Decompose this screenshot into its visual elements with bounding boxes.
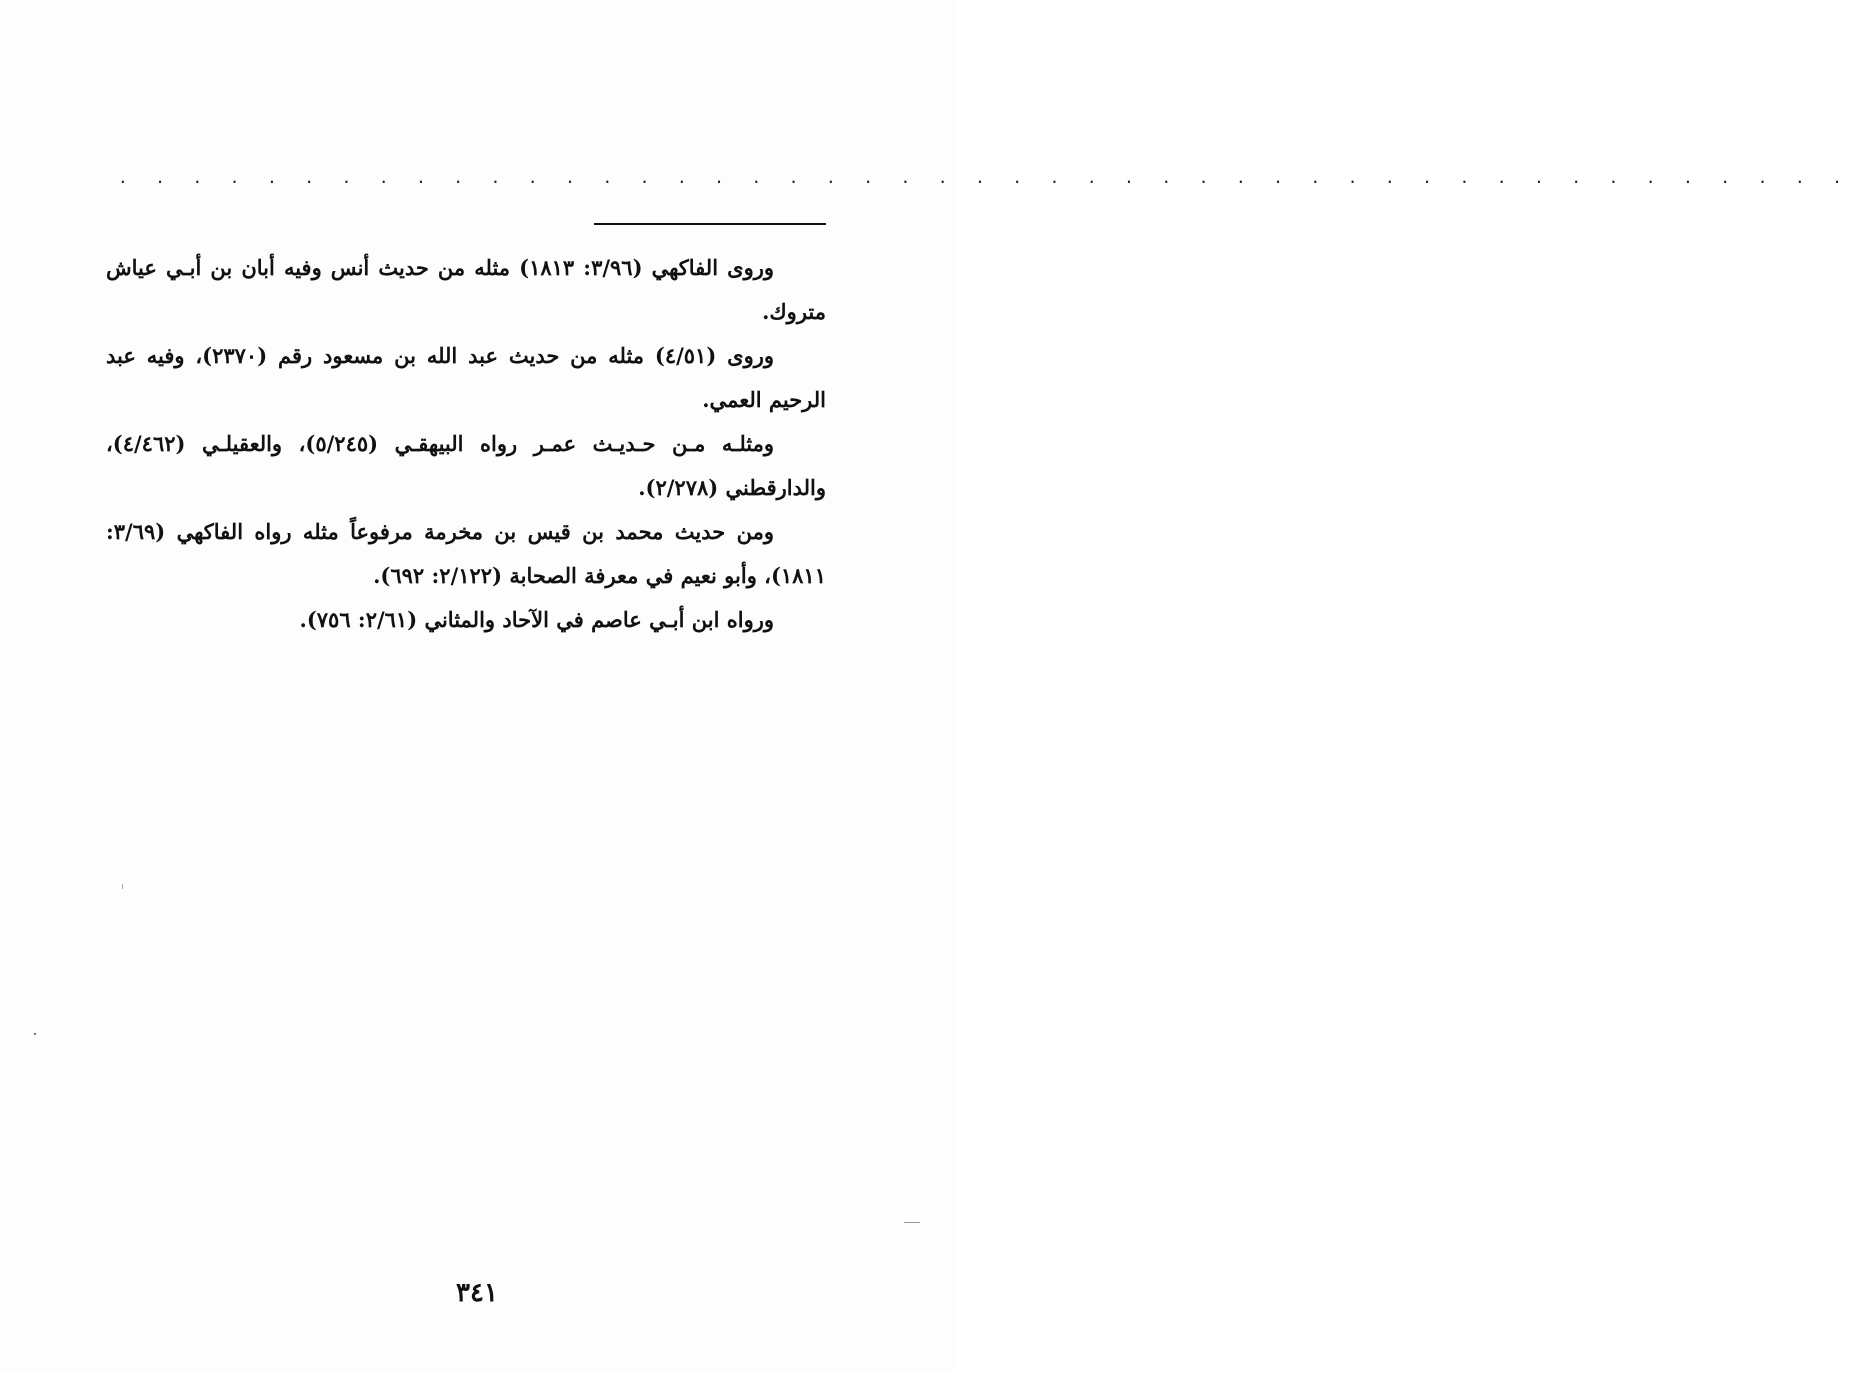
footnote-paragraph: ومن حديث محمد بن قيس بن مخرمة مرفوعاً مثله رواه الفاكهي (٣/٦٩: ١٨١١)، وأبو نعيم في معرفة الصحابة (٢/١٢٢: ٦٩٢). (106, 519, 826, 588)
dotted-separator: . . . . . . . . . . . . . . . . . . . . . . . . . . . . . . . . . . . . . . . . . . . . . . . (118, 168, 1851, 187)
footnote-paragraph: وروى (٤/٥١) مثله من حديث عبد الله بن مسعود رقم (٢٣٧٠)، وفيه عبد الرحيم العمي. (106, 343, 826, 412)
footnote-paragraph: ومثلـه مـن حـديـث عمـر رواه البيهقـي (٥/٢٤٥)، والعقيلـي (٤/٤٦٢)، والدارقطني (٢/٢٧٨). (106, 431, 826, 500)
footnote-paragraph: ورواه ابن أبـي عاصم في الآحاد والمثاني (٢/٦١: ٧٥٦). (299, 607, 774, 632)
footnote-paragraph: وروى الفاكهي (٣/٩٦: ١٨١٣) مثله من حديث أنس وفيه أبان بن أبـي عياش متروك. (106, 255, 826, 324)
footnotes (106, 246, 826, 642)
scan-speck (122, 884, 123, 889)
page-number: ٣٤١ (456, 1278, 498, 1308)
scan-speck (904, 1222, 920, 1223)
scan-speck (34, 1033, 36, 1035)
footnote-divider (594, 223, 826, 225)
